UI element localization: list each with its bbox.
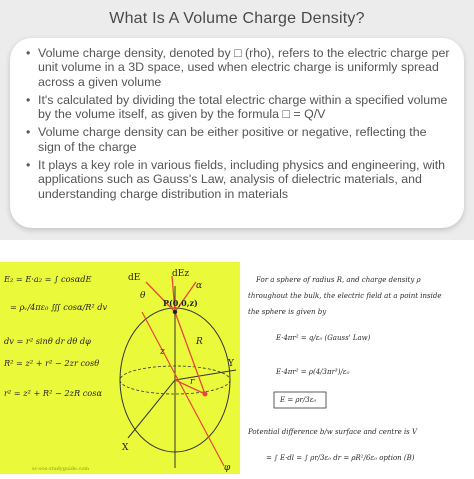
bullet-item: • It plays a key role in various fields, including physics and engineering, with applications such as Gauss's Law, analysis of dielectric materials, and understanding charge distribution in materials xyxy=(26,158,452,201)
charge-element xyxy=(203,392,208,397)
svg-text:α: α xyxy=(196,281,203,291)
svg-text:P(0,0,z): P(0,0,z) xyxy=(163,298,198,308)
eq-ez: E₂ = E·a₂ = ∫ cosαdE xyxy=(4,274,92,284)
summary-card xyxy=(10,38,464,228)
svg-text:X: X xyxy=(122,443,129,453)
svg-text:θ: θ xyxy=(140,291,146,301)
bullet-item: • Volume charge density, denoted by □ (rho), refers to the electric charge per unit volume in a 3D space, used when electric charge is uniformly spread across a given volume xyxy=(26,46,452,89)
note-line: E = ρr/3ε₀ xyxy=(280,396,317,404)
svg-text:dE: dE xyxy=(128,273,141,283)
notes xyxy=(246,262,474,474)
eq-R2: R² = z² + r² − 2zr cosθ xyxy=(4,358,100,368)
svg-text:Y: Y xyxy=(228,359,234,369)
bullet-item: • Volume charge density can be either positive or negative, reflecting the sign of the charge xyxy=(26,125,452,154)
note-line: the sphere is given by xyxy=(248,308,327,316)
note-line: E·4πr² = q/ε₀ (Gauss' Law) xyxy=(276,334,371,342)
note-line: throughout the bulk, the electric field at a point inside xyxy=(248,292,442,300)
eq-dv: dv = r² sinθ dr dθ dφ xyxy=(4,336,91,346)
point-p xyxy=(173,310,177,314)
eq-r2: r² = z² + R² − 2zR cosα xyxy=(4,388,102,398)
sphere-diagram-panel xyxy=(0,262,240,474)
svg-text:φ: φ xyxy=(224,463,231,473)
note-line: = ∫ E·dl = ∫ ρr/3ε₀ dr = ρR²/6ε₀ option (B) xyxy=(266,454,415,462)
note-line: Potential difference b/w surface and centre is V xyxy=(248,428,418,436)
watermark: sc-sos-studyguide.com xyxy=(32,466,90,472)
bullet-list xyxy=(26,46,452,205)
eq-integral: = ρᵥ/4πε₀ ∭ cosα/R² dv xyxy=(10,302,108,312)
sphere-diagram xyxy=(0,262,240,474)
page-title: What Is A Volume Charge Density? xyxy=(109,10,365,27)
svg-text:r: r xyxy=(190,377,195,387)
svg-text:R: R xyxy=(196,337,203,347)
bullet-item: • It's calculated by dividing the total electric charge within a specified volume by the volume itself, as given by the formula □ = Q/V xyxy=(26,93,452,122)
note-line: For a sphere of radius R, and charge density ρ xyxy=(256,276,421,284)
note-line: E·4πr² = ρ(4/3πr³)/ε₀ xyxy=(276,368,350,376)
handwritten-notes-panel xyxy=(246,262,474,474)
svg-text:z: z xyxy=(160,347,165,357)
svg-text:dEz: dEz xyxy=(172,269,190,279)
